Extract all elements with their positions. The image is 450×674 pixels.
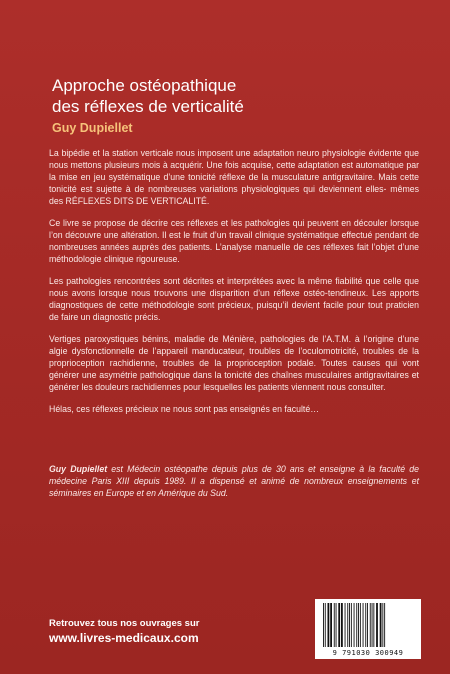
barcode-bar xyxy=(349,603,350,647)
barcode-bar xyxy=(351,603,352,647)
blurb xyxy=(49,147,419,424)
barcode-bar xyxy=(365,603,366,647)
barcode-bar xyxy=(382,603,383,647)
blurb-paragraph-3: Les pathologies rencontrées sont décrites et interprétées avec la même fiabilité que celle que nous avons lorsque nous trouvons une disparition d’un réflexe ostéo-tendineux. Les apports diagnostiques de cette méthodologie sont précieux, puisqu’il devient facile pour tout praticien de faire un diagnostic précis. xyxy=(49,275,419,323)
barcode-bar xyxy=(334,603,335,647)
barcode-bar xyxy=(336,603,337,647)
footer-invite: Retrouvez tous nos ouvrages sur xyxy=(49,618,200,629)
book-title xyxy=(52,75,412,117)
blurb-paragraph-1: La bipédie et la station verticale nous imposent une adaptation neuro physiologie évidente que nous mettons plusieurs mois à acquérir. Une fois acquise, cette adaptation est automatique par la mise en jeu systématique d’une tonicité réflexe de la musculature antigravitaire. Mais cette tonicité est sujette à de nombreuses variations physiologiques qui deviennent elles- mêmes des RÉFLEXES DITS DE VERTICALITÉ. xyxy=(49,148,419,207)
blurb-paragraph-2: Ce livre se propose de décrire ces réflexes et les pathologies qui peuvent en découler lorsque l’on découvre une altération. Il est le fruit d’un travail clinique systématique effectué pendant de nombreuses années auprès des patients. L’analyse manuelle de ces réflexes fait l’objet d’une méthodologie clinique rigoureuse. xyxy=(49,217,419,265)
book-title-line1: Approche ostéopathique xyxy=(52,76,237,96)
barcode-bar xyxy=(380,603,382,647)
author-bio-text: est Médecin ostéopathe depuis plus de 30 ans et enseigne à la faculté de médecine Paris XIII depuis 1989. Il a dispensé et animé de nombreux enseignements et séminaires en Europe et en Amérique du Sud. xyxy=(49,464,419,499)
author-bio-name: Guy Dupiellet xyxy=(49,464,108,474)
blurb-paragraph-4: Vertiges paroxystiques bénins, maladie de Ménière, pathologies de l’A.T.M. à l’origine d’une algie dysfonctionnelle de l’appareil manducateur, troubles de l’oculomotricité, troubles de la proprioception rachidienne, troubles de la proprioception podale. Toutes causes qui vont générer une asymétrie pathologique dans la tonicité des chaînes musculaires antigravitaires et générer les douleurs rachidiennes pour lesquelles les patients viennent nous consulter. xyxy=(49,333,419,393)
book-title-line2: des réflexes de verticalité xyxy=(52,97,244,117)
barcode-bar xyxy=(360,603,361,647)
barcode xyxy=(315,599,421,659)
barcode-bar xyxy=(373,603,374,647)
barcode-bar xyxy=(356,603,357,647)
barcode-bar xyxy=(370,603,371,647)
barcode-bar xyxy=(367,603,368,647)
author-name: Guy Dupiellet xyxy=(52,121,133,135)
barcode-bar xyxy=(384,603,385,647)
barcode-bar xyxy=(341,603,343,647)
barcode-bar xyxy=(323,603,324,647)
barcode-bar xyxy=(345,603,346,647)
footer-website-link[interactable]: www.livres-medicaux.com xyxy=(49,631,199,645)
barcode-bar xyxy=(330,603,332,647)
barcode-number: 9 791030 300949 xyxy=(332,649,404,657)
author-bio xyxy=(49,463,419,500)
barcode-bar xyxy=(372,603,373,647)
barcode-bars xyxy=(321,603,415,647)
barcode-bar xyxy=(347,603,348,647)
barcode-bar xyxy=(363,603,364,647)
barcode-bar xyxy=(376,603,378,647)
barcode-bar xyxy=(354,603,355,647)
barcode-bar xyxy=(358,603,359,647)
barcode-bar xyxy=(325,603,326,647)
blurb-paragraph-5: Hélas, ces réflexes précieux ne nous sont pas enseignés en faculté… xyxy=(49,403,319,414)
barcode-bar xyxy=(338,603,340,647)
barcode-bar xyxy=(328,603,330,647)
